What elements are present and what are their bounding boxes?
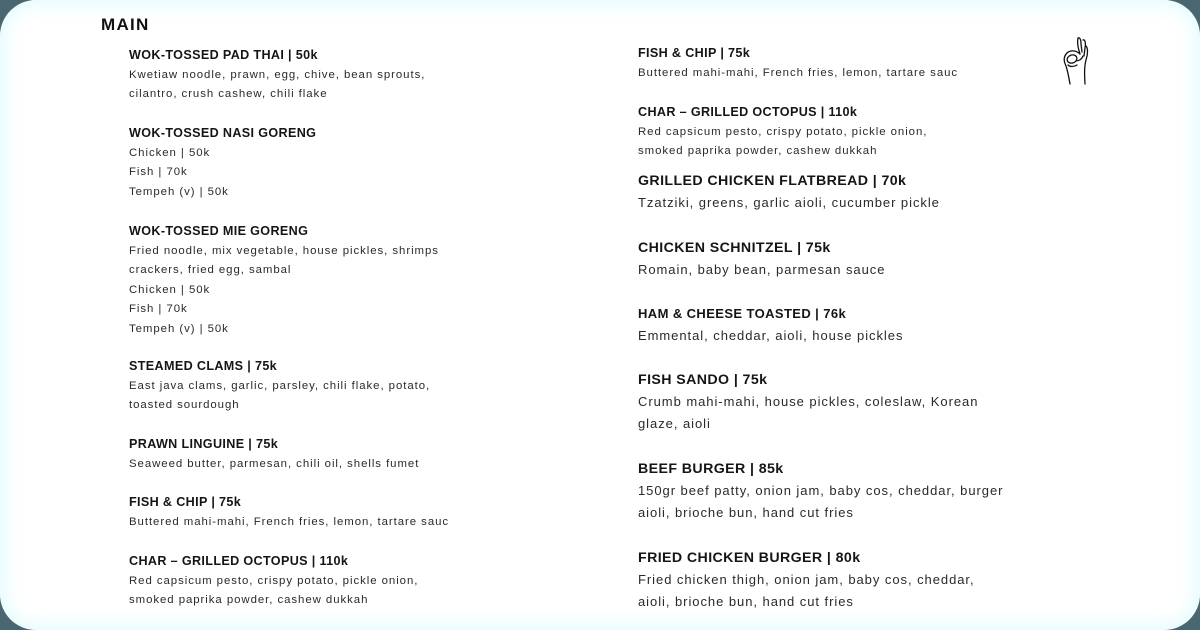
menu-item-mie-goreng xyxy=(129,222,439,340)
menu-item-prawn-linguine xyxy=(129,435,419,474)
item-name: BEEF BURGER | 85k xyxy=(638,461,784,477)
item-desc: cilantro, crush cashew, chili flake xyxy=(129,88,328,101)
item-desc: Fried noodle, mix vegetable, house pickles, shrimps xyxy=(129,244,439,257)
item-name: WOK-TOSSED MIE GORENG xyxy=(129,224,309,238)
item-desc: Seaweed butter, parmesan, chili oil, shells fumet xyxy=(129,457,420,470)
item-desc: Red capsicum pesto, crispy potato, pickle onion, xyxy=(129,574,419,587)
menu-item-chicken-flatbread xyxy=(638,170,940,214)
menu-item-grilled-octopus xyxy=(129,552,418,611)
item-option: Chicken | 50k xyxy=(129,283,211,296)
item-desc: smoked paprika powder, cashew dukkah xyxy=(129,594,369,607)
item-name: FISH & CHIP | 75k xyxy=(638,46,751,60)
item-desc: Tzatziki, greens, garlic aioli, cucumber pickle xyxy=(638,195,940,210)
item-desc: Crumb mahi-mahi, house pickles, coleslaw, Korean xyxy=(638,394,979,409)
item-name: STEAMED CLAMS | 75k xyxy=(129,359,278,373)
item-desc: Red capsicum pesto, crispy potato, pickle onion, xyxy=(638,125,928,138)
section-title: MAIN xyxy=(101,15,150,34)
item-name: CHAR – GRILLED OCTOPUS | 110k xyxy=(129,554,349,568)
item-desc: Fried chicken thigh, onion jam, baby cos, cheddar, xyxy=(638,572,975,587)
menu-item-chicken-schnitzel xyxy=(638,237,885,281)
item-desc: Buttered mahi-mahi, French fries, lemon, tartare sauc xyxy=(129,515,450,528)
item-desc: 150gr beef patty, onion jam, baby cos, cheddar, burger xyxy=(638,483,1004,498)
menu-item-grilled-octopus-right xyxy=(638,103,927,162)
item-desc: aioli, brioche bun, hand cut fries xyxy=(638,594,854,610)
menu-item-beef-burger xyxy=(638,458,1003,525)
menu-item-ham-cheese-toasted xyxy=(638,303,903,347)
item-option: Fish | 70k xyxy=(129,166,188,179)
menu-item-fish-chip xyxy=(129,493,477,532)
ok-hand-icon xyxy=(1060,34,1096,88)
item-desc: East java clams, garlic, parsley, chili flake, potato, xyxy=(129,379,431,392)
item-desc: smoked paprika powder, cashew dukkah xyxy=(638,145,878,158)
item-desc: glaze, aioli xyxy=(638,416,711,432)
item-desc: Kwetiaw noodle, prawn, egg, chive, bean sprouts, xyxy=(129,68,426,81)
menu-item-fish-sando xyxy=(638,369,978,436)
item-option: Chicken | 50k xyxy=(129,146,211,159)
item-name: WOK-TOSSED PAD THAI | 50k xyxy=(129,48,318,62)
menu-item-nasi-goreng xyxy=(129,124,316,202)
item-name: PRAWN LINGUINE | 75k xyxy=(129,437,279,451)
item-name: CHICKEN SCHNITZEL | 75k xyxy=(638,240,831,256)
menu-item-fish-chip-right xyxy=(638,44,986,83)
menu-item-pad-thai xyxy=(129,46,425,105)
item-name: FISH SANDO | 75k xyxy=(638,372,768,388)
item-desc: Emmental, cheddar, aioli, house pickles xyxy=(638,328,904,343)
item-desc: aioli, brioche bun, hand cut fries xyxy=(638,505,854,521)
item-name: FRIED CHICKEN BURGER | 80k xyxy=(638,550,861,566)
item-name: CHAR – GRILLED OCTOPUS | 110k xyxy=(638,105,858,119)
item-name: GRILLED CHICKEN FLATBREAD | 70k xyxy=(638,173,907,189)
item-option: Tempeh (v) | 50k xyxy=(129,185,229,198)
item-desc: Romain, baby bean, parmesan sauce xyxy=(638,262,886,277)
menu-item-fried-chicken-burger xyxy=(638,547,975,614)
item-name: HAM & CHEESE TOASTED | 76k xyxy=(638,306,847,321)
item-name: FISH & CHIP | 75k xyxy=(129,495,242,509)
item-desc: toasted sourdough xyxy=(129,399,240,412)
item-desc: crackers, fried egg, sambal xyxy=(129,264,292,277)
menu-item-steamed-clams xyxy=(129,357,430,416)
item-name: WOK-TOSSED NASI GORENG xyxy=(129,126,317,140)
item-option: Tempeh (v) | 50k xyxy=(129,322,229,335)
item-desc: Buttered mahi-mahi, French fries, lemon, tartare sauc xyxy=(638,66,959,79)
item-option: Fish | 70k xyxy=(129,303,188,316)
